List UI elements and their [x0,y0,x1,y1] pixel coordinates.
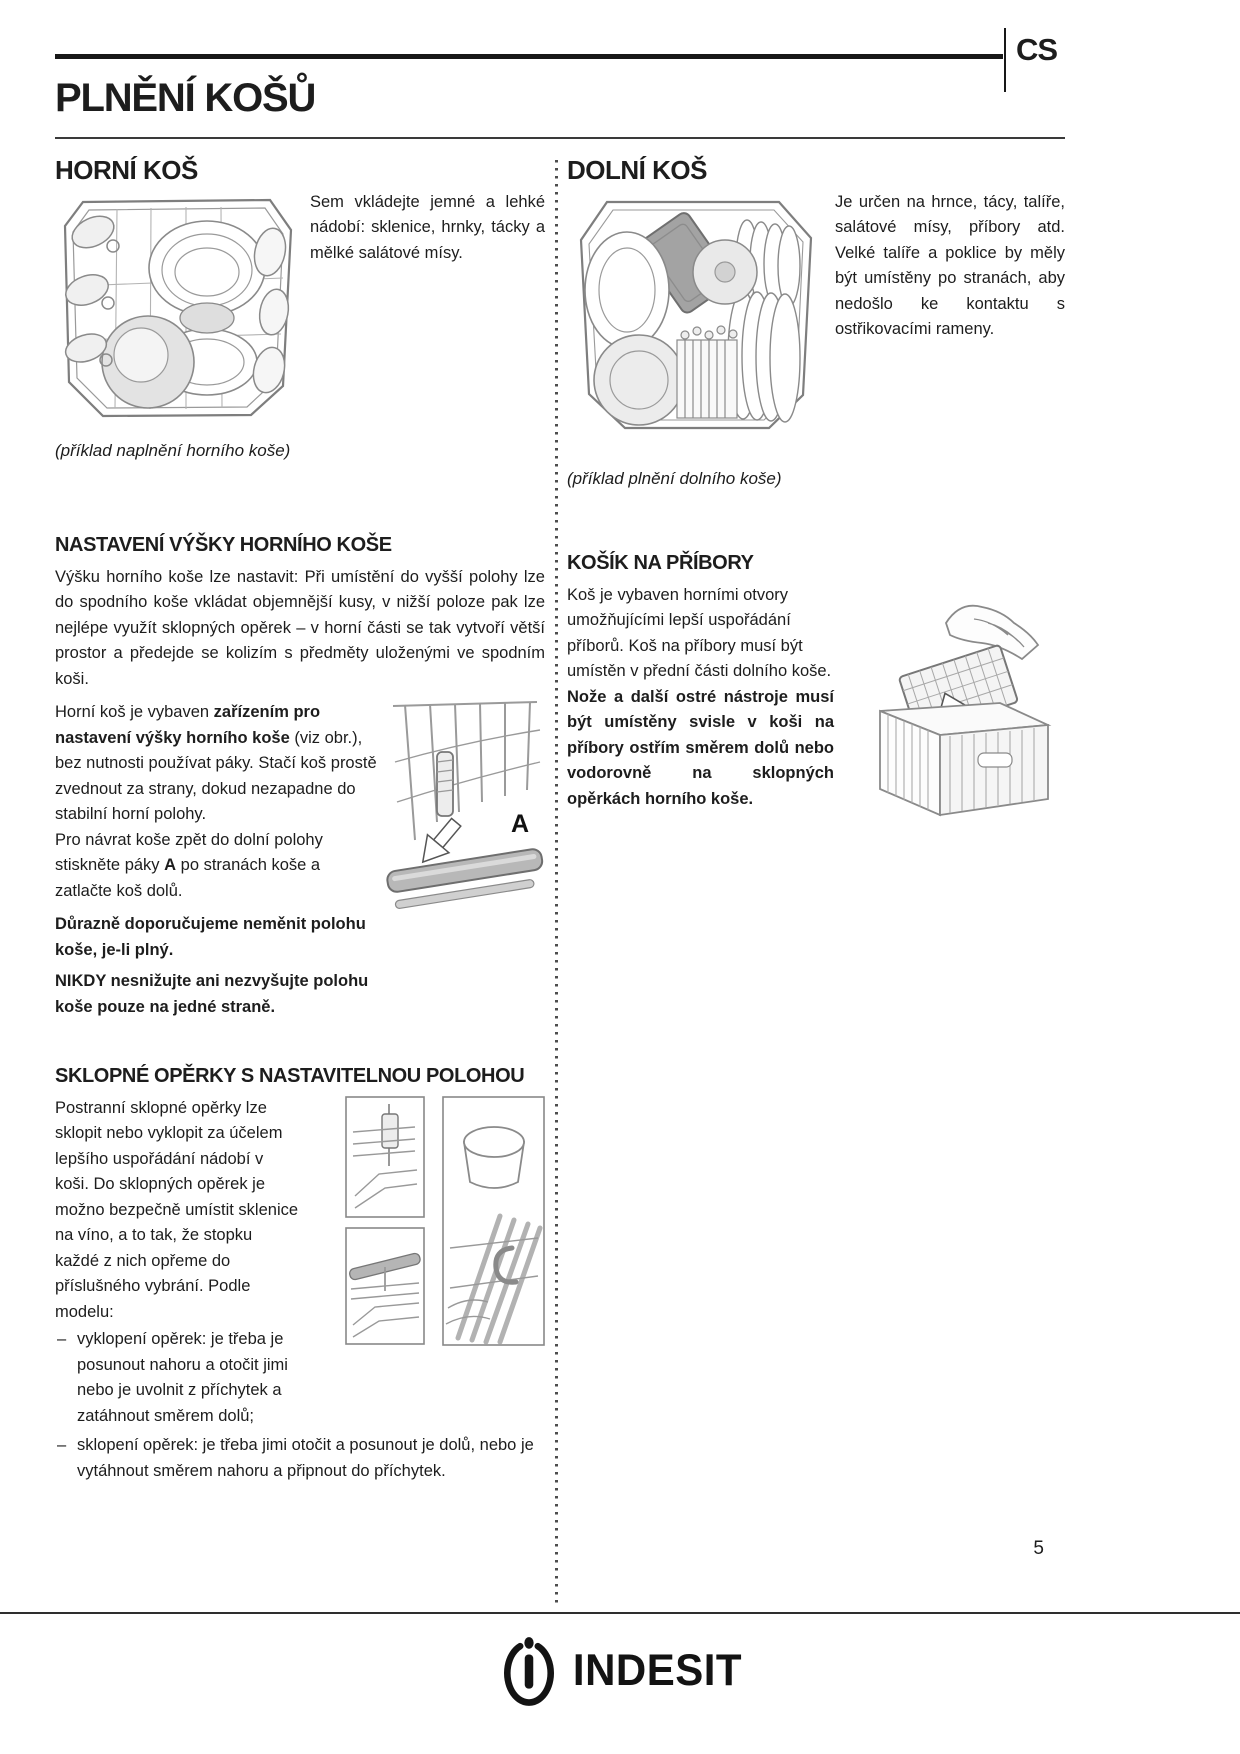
height-adjustment-text [55,700,377,1020]
cutlery-basket-illustration [850,583,1065,818]
lower-basket-caption: (příklad plnění dolního koše) [567,468,782,488]
indesit-wordmark: INDESIT [572,1644,743,1695]
wine-glass [464,1127,524,1188]
foldable-racks-list-item-1 [55,1327,300,1429]
bowl [102,316,194,408]
height-adjustment-para2 [55,700,377,828]
foldable-racks-intro: Postranní sklopné opěrky lze sklopit nebo vyklopit za účelem lepšího uspořádání nádobí v koši. Do sklopných opěrek je možno bezpečně umístit sklenice na víno, a to tak, že stopku každé z nich opřeme do příslušného vybrání. Podle modelu: [55,1098,299,1321]
foldable-rack-upright-illustration [345,1096,425,1218]
height-adjustment-row [55,700,545,1020]
para3-bold: A [164,856,177,874]
foldable-rack-folded-illustration [345,1227,425,1345]
section-heading-lower-basket: DOLNÍ KOŠ [567,155,707,185]
list-dash: – [57,1436,67,1454]
footer-rule [0,1612,1240,1614]
upper-basket-figure-row [55,190,545,422]
left-column [55,155,545,1484]
title-rule [55,137,1065,139]
lower-basket-figure-row [567,190,1065,440]
figure-label-a: A [511,810,530,838]
section-heading-cutlery-basket: KOŠÍK NA PŘÍBORY [567,552,754,574]
upper-basket-caption: (příklad naplnění horního koše) [55,440,291,460]
list-dash: – [57,1330,67,1348]
language-code: CS [1016,32,1058,67]
cutlery-zone [677,326,737,418]
list-item-text: vyklopení opěrek: je třeba je posunout nahoru a otočit jimi nebo je uvolnit z příchytek a zatáhnout směrem dolů; [77,1330,288,1425]
foldable-racks-list-item-2 [55,1433,567,1484]
pot-lid [693,240,757,304]
page-number: 5 [1033,1538,1044,1559]
lower-basket-intro: Je určen na hrnce, tácy, talíře, salátové mísy, příbory atd. Velké talíře a poklice by měly být umístěny po stranách, aby nedošlo ke kontaktu s ostřikovacími rameny. [835,192,1065,338]
para3-post: po stranách koše a zatlačte koš dolů. [55,856,321,900]
upper-basket-intro: Sem vkládejte jemné a lehké nádobí: sklenice, hrnky, tácky a mělké salátové mísy. [310,192,545,262]
header-rule [55,54,1003,59]
cutlery-basket-row [567,583,1065,818]
para3-pre: Pro návrat koše zpět do dolní polohy stiskněte páky [55,830,323,874]
header-lang-divider [1004,28,1006,92]
list-item-text: sklopení opěrek: je třeba jimi otočit a posunout je dolů, nebo je vytáhnout směrem nahoru a připnout do příchytek. [77,1436,534,1480]
indesit-logo [0,1634,1240,1706]
indesit-symbol-icon [498,1634,560,1706]
column-divider [555,160,558,1608]
height-adjustment-intro: Výšku horního koše lze nastavit: Při umístění do vyšší polohy lze do spodního koše vkládat objemnější kusy, v nižší poloze pak lze nejlépe využít sklopných opěrek – v horní části se tak vytvoří větší prostor a předejde se kolizím s předměty uloženými ve spodním koši. [55,567,545,688]
para2-pre: Horní koš je vybaven [55,703,214,721]
height-adjustment-illustration [385,700,545,912]
glasses [249,225,292,396]
section-heading-foldable-racks: SKLOPNÉ OPĚRKY S NASTAVITELNOU POLOHOU [55,1065,525,1087]
wine-glass-rack-illustration [442,1096,545,1346]
basket-body [880,703,1048,815]
lower-basket-illustration [567,190,820,440]
foldable-racks-text [55,1096,300,1430]
height-adjustment-warning-2: NIKDY nesnižujte ani nezvyšujte polohu koše pouze na jedné straně. [55,972,369,1016]
cutlery-basket-warning: Nože a další ostré nástroje musí být umístěny svisle v koši na příbory ostřím směrem dolů nebo vodorovně na sklopných opěrkách horního koše. [567,687,834,808]
upper-basket-illustration [55,190,300,422]
height-adjustment-warning-1: Důrazně doporučujeme neměnit polohu koše, je-li plný. [55,915,366,959]
page-title: PLNĚNÍ KOŠŮ [55,76,316,120]
cutlery-basket-text [567,583,834,813]
section-heading-upper-basket: HORNÍ KOŠ [55,155,198,185]
height-adjustment-para3 [55,828,377,905]
right-column [567,155,1065,818]
para2-bold: zařízením pro nastavení výšky horního koše [55,703,321,747]
cutlery-basket-intro: Koš je vybaven horními otvory umožňujícími lepší uspořádání příborů. Koš na příbory musí být umístěn v přední části dolního koše. [567,585,832,680]
foldable-racks-figures [345,1096,545,1346]
foldable-racks-row [55,1096,545,1430]
section-heading-height-adjustment: NASTAVENÍ VÝŠKY HORNÍHO KOŠE [55,534,392,556]
para2-post: (viz obr.), bez nutnosti používat páky. Stačí koš prostě zvednout za strany, dokud nezapadne do stabilní horní polohy. [55,728,377,823]
